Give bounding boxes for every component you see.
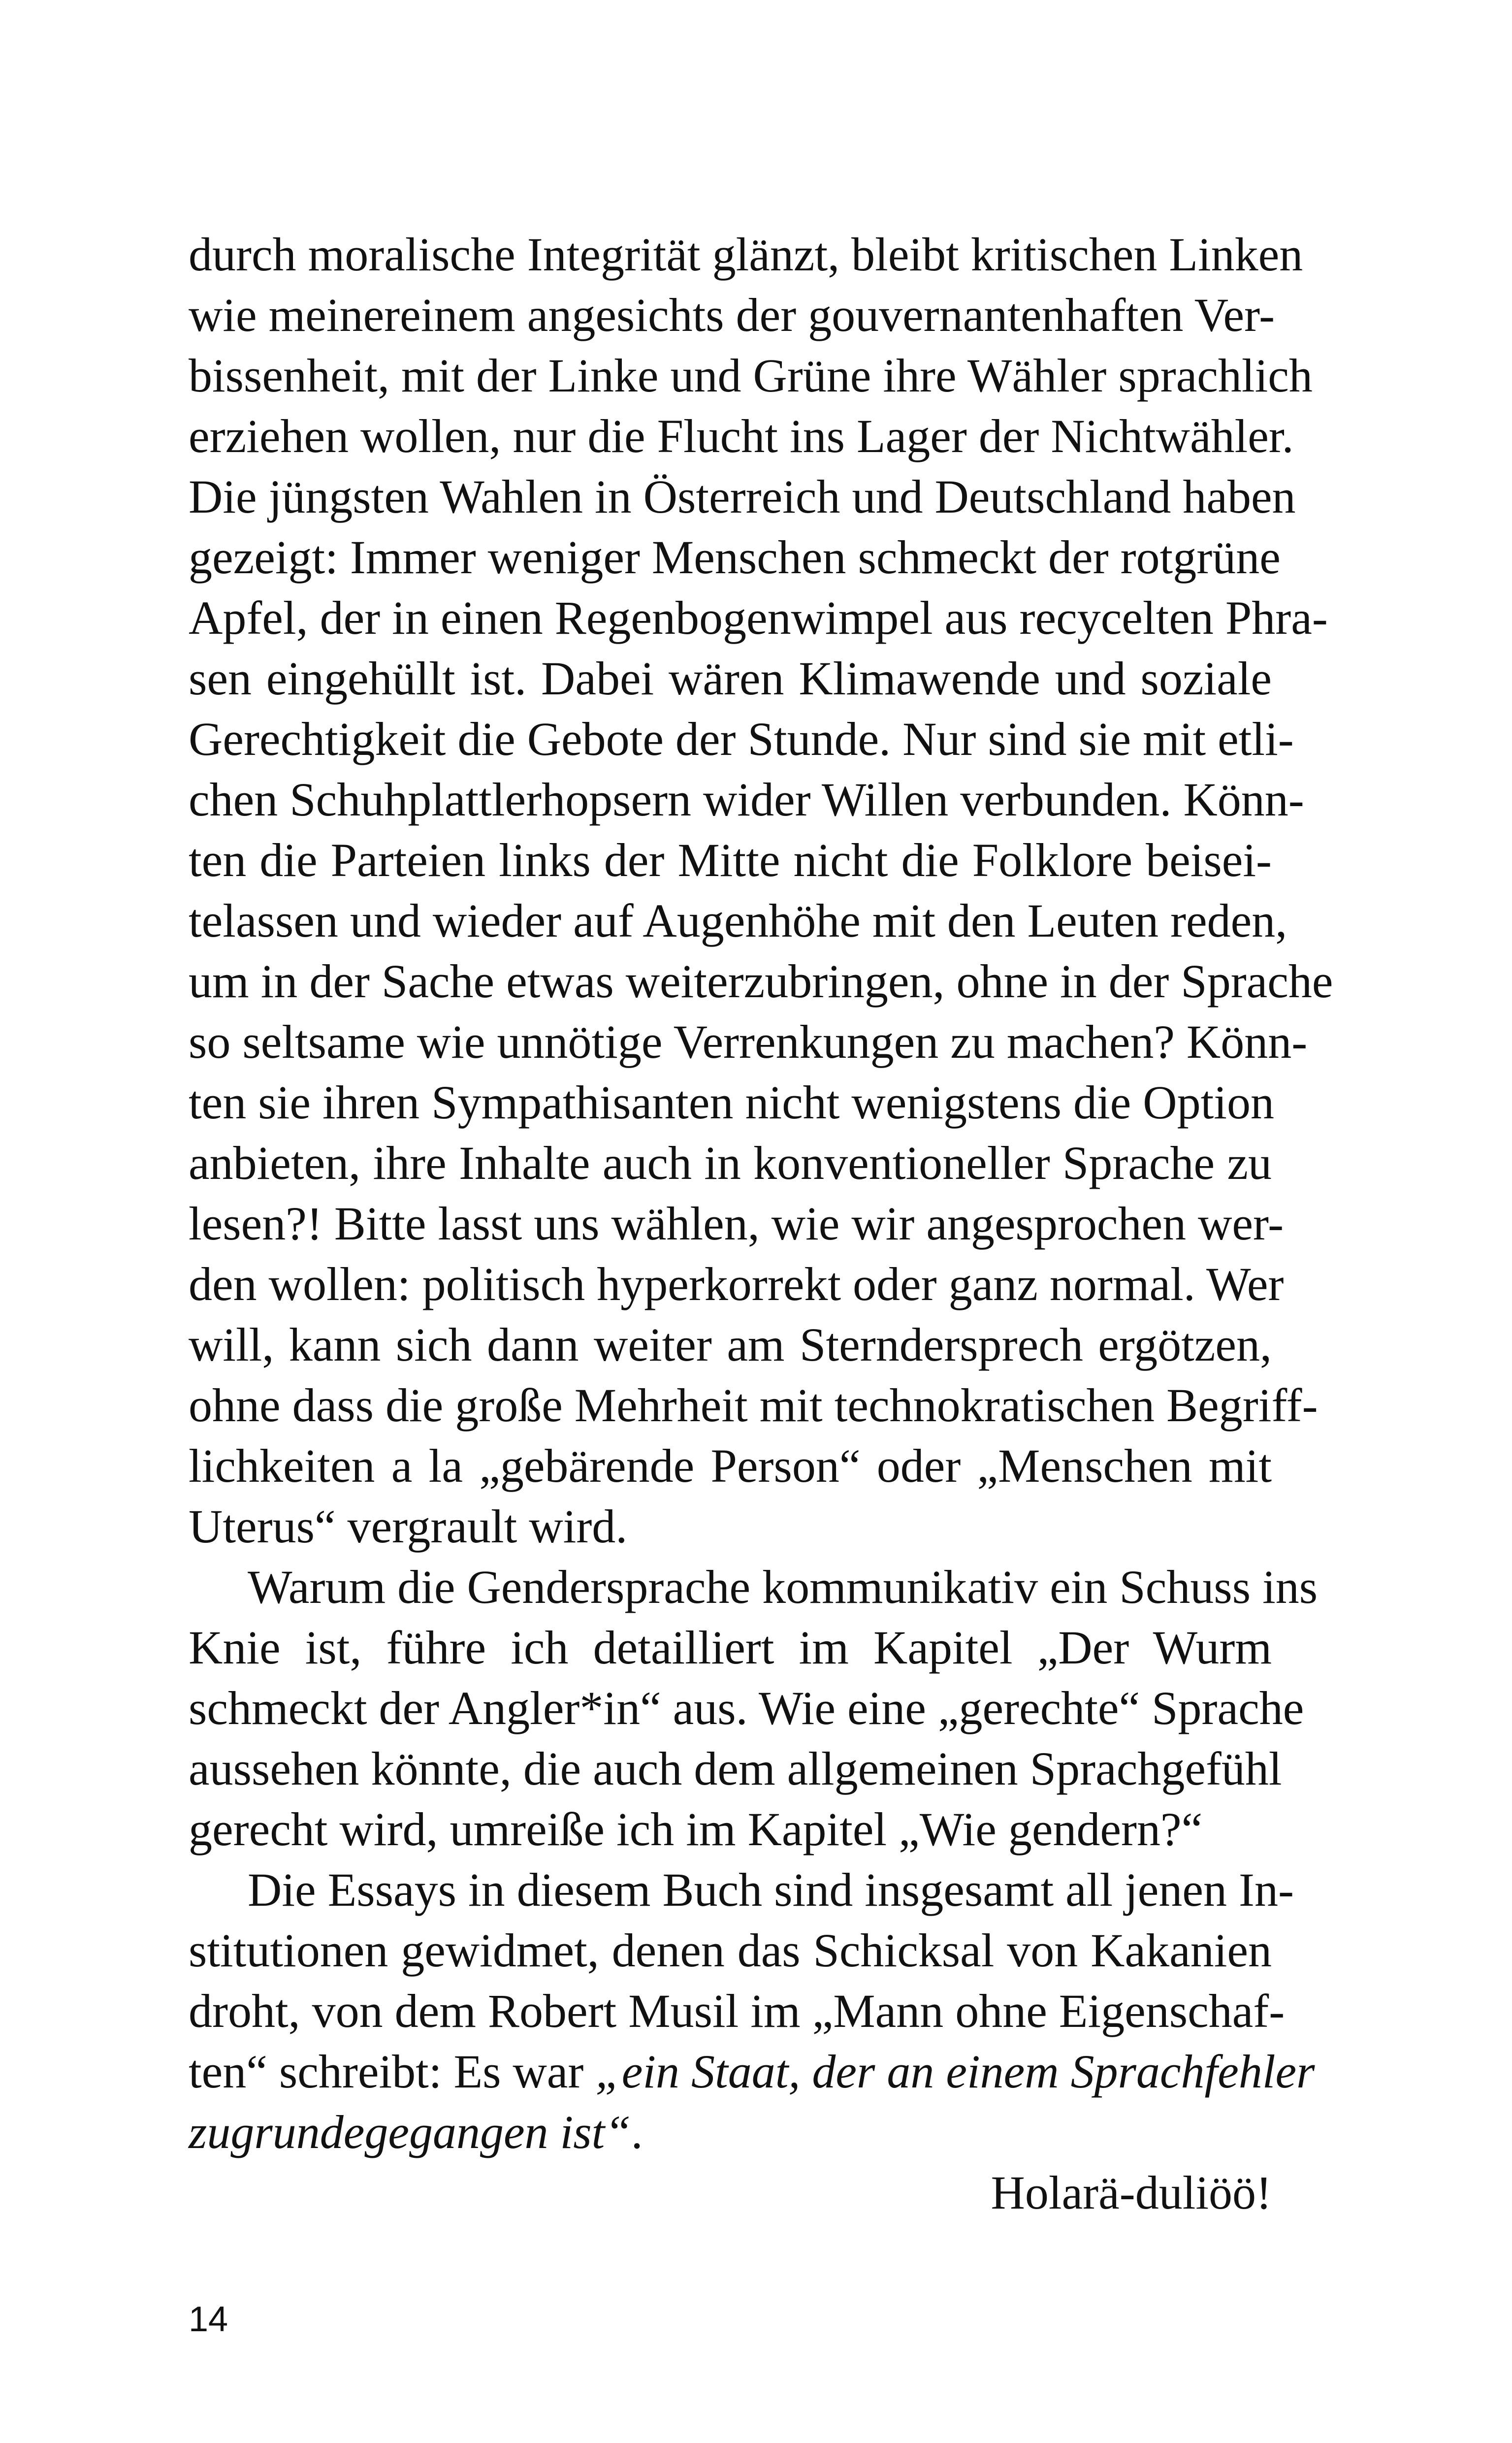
text-line [189,2041,1315,2102]
text-fragment: ten“ schreibt: Es war [189,2045,596,2098]
text-line: Knie ist, führe ich detailliert im Kapitel „Der Wurm [189,1621,1272,1674]
text-line: gezeigt: Immer weniger Menschen schmeckt der rotgrüne [189,531,1281,584]
text-line: wie meinereinem angesichts der gouvernantenhaften Ver- [189,289,1275,341]
body-text [189,224,1333,2223]
closing-exclamation: Holarä-duliöö! [991,2166,1272,2219]
text-line: um in der Sache etwas weiterzubringen, ohne in der Sprache [189,955,1333,1008]
text-line: aussehen könnte, die auch dem allgemeinen Sprachgefühl [189,1742,1282,1795]
text-line: Gerechtigkeit die Gebote der Stunde. Nur sind sie mit etli- [189,713,1294,765]
text-line: bissenheit, mit der Linke und Grüne ihre Wähler sprachlich [189,349,1313,402]
text-line: Apfel, der in einen Regenbogenwimpel aus recycelten Phra- [189,591,1328,644]
text-line: will, kann sich dann weiter am Sterndersprech ergötzen, [189,1318,1272,1371]
text-line: so seltsame wie unnötige Verrenkungen zu machen? Könn- [189,1015,1308,1068]
text-line [189,2102,1272,2162]
text-line: ten sie ihren Sympathisanten nicht wenigstens die Option [189,1076,1274,1129]
text-line: den wollen: politisch hyperkorrekt oder ganz normal. Wer [189,1258,1284,1310]
text-line: droht, von dem Robert Musil im „Mann ohne Eigenschaf- [189,1985,1285,2037]
text-line: schmeckt der Angler*in“ aus. Wie eine „gerechte“ Sprache [189,1682,1304,1734]
text-line: durch moralische Integrität glänzt, bleibt kritischen Linken [189,228,1303,281]
text-line: stitutionen gewidmet, denen das Schicksal von Kakanien [189,1924,1272,1977]
page-number: 14 [189,2300,228,2339]
text-line: ten die Parteien links der Mitte nicht die Folklore beisei- [189,834,1272,886]
text-line: lichkeiten a la „gebärende Person“ oder „Menschen mit [189,1439,1272,1492]
text-line: Warum die Gendersprache kommunikativ ein Schuss ins [248,1561,1318,1613]
text-line: Die jüngsten Wahlen in Österreich und Deutschland haben [189,470,1296,523]
text-line: telassen und wieder auf Augenhöhe mit den Leuten reden, [189,894,1287,947]
text-fragment: . [631,2106,643,2158]
text-line: chen Schuhplattlerhopsern wider Willen verbunden. Könn- [189,773,1304,826]
text-line: Uterus“ vergrault wird. [189,1500,628,1553]
quote-italic: „ein Staat, der an einem Sprachfehler [595,2045,1315,2098]
quote-italic: zugrundegegangen ist“ [189,2106,631,2158]
text-line: sen eingehüllt ist. Dabei wären Klimawende und soziale [189,652,1272,705]
text-line: Die Essays in diesem Buch sind insgesamt all jenen In- [248,1863,1294,1916]
text-line: lesen?! Bitte lasst uns wählen, wie wir angesprochen wer- [189,1197,1284,1250]
text-line: ohne dass die große Mehrheit mit technokratischen Begriff- [189,1379,1318,1432]
text-line: anbieten, ihre Inhalte auch in konventioneller Sprache zu [189,1137,1272,1189]
text-line: erziehen wollen, nur die Flucht ins Lager der Nichtwähler. [189,410,1294,462]
text-line: gerecht wird, umreiße ich im Kapitel „Wie gendern?“ [189,1803,1203,1856]
